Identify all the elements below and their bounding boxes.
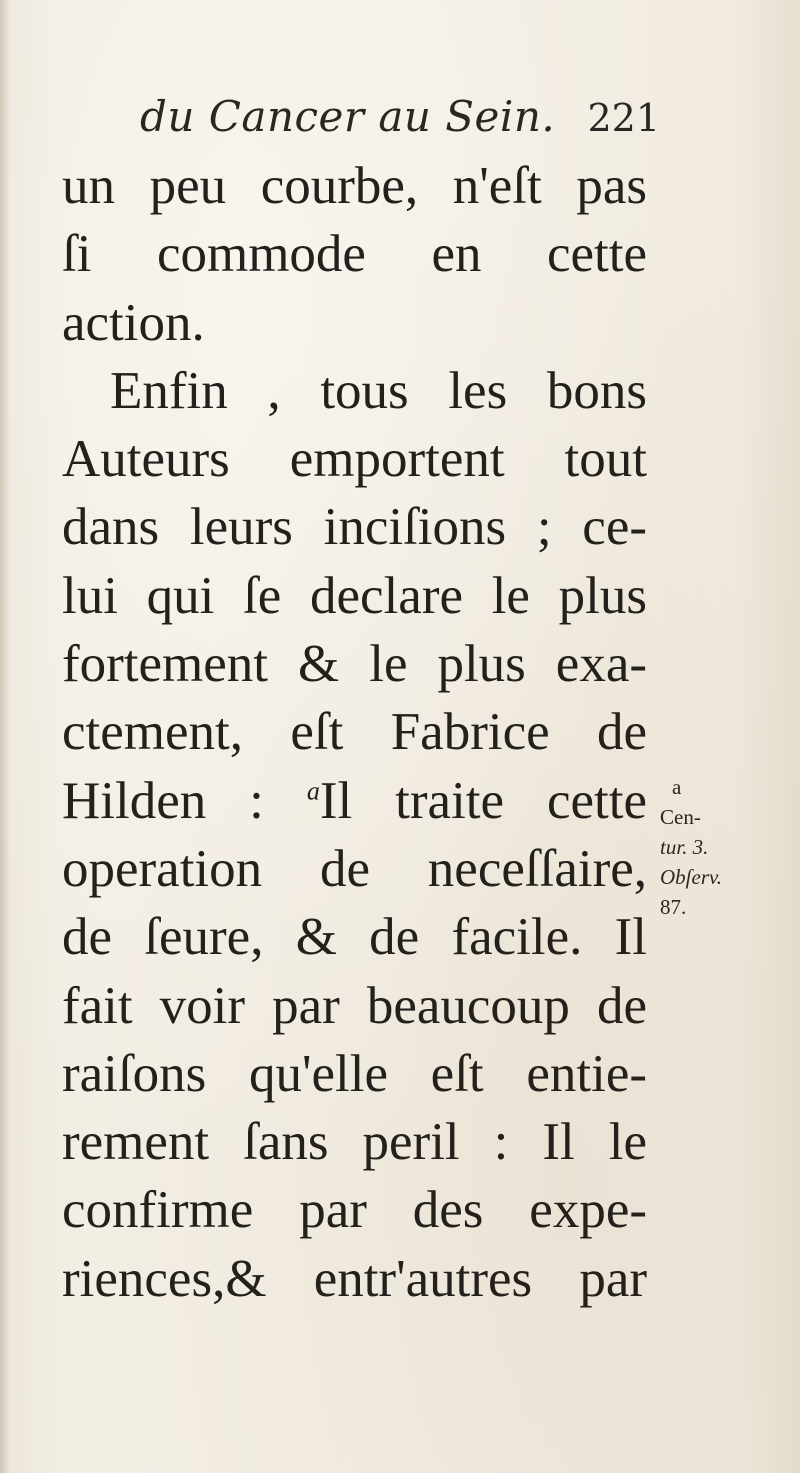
text-line: confirme par des expe- bbox=[62, 1181, 647, 1240]
margin-note-line: tur. 3. bbox=[660, 835, 709, 859]
margin-note-line: 87. bbox=[660, 895, 687, 919]
margin-note bbox=[660, 772, 770, 922]
margin-note-line: Obſerv. bbox=[660, 865, 723, 889]
text-line: rement ſans peril : Il le bbox=[62, 1113, 647, 1172]
footnote-reference: a bbox=[306, 776, 320, 806]
running-title: du Cancer au Sein. bbox=[140, 92, 556, 141]
text-segment: Hilden : bbox=[62, 771, 264, 830]
text-line: Auteurs emportent tout bbox=[62, 430, 647, 489]
page-number: 221 bbox=[587, 96, 660, 140]
text-line: ctement, eſt Fabrice de bbox=[62, 703, 647, 762]
page-header bbox=[140, 92, 660, 152]
page-edge-shadow bbox=[0, 0, 10, 1473]
text-line: ſi commode en cette bbox=[62, 225, 647, 284]
text-line: action. bbox=[62, 293, 205, 352]
text-line: fait voir par beaucoup de bbox=[62, 976, 647, 1035]
text-line: riences,& entr'autres par bbox=[62, 1249, 647, 1308]
text-line: un peu courbe, n'eſt pas bbox=[62, 157, 647, 215]
text-line: fortement & le plus exa- bbox=[62, 635, 647, 694]
text-line-with-note bbox=[62, 767, 647, 835]
margin-note-line: Cen- bbox=[660, 805, 701, 829]
body-text bbox=[62, 152, 647, 1313]
text-line: de ſeure, & de facile. Il bbox=[62, 908, 647, 967]
text-line: operation de neceſſaire, bbox=[62, 839, 647, 898]
text-line: dans leurs inciſions ; ce- bbox=[62, 498, 647, 557]
margin-note-letter: a bbox=[672, 775, 682, 799]
text-line: raiſons qu'elle eſt entie- bbox=[62, 1044, 647, 1103]
text-line: Enfin , tous les bons bbox=[110, 361, 647, 420]
text-line: lui qui ſe declare le plus bbox=[62, 566, 647, 625]
text-segment: Il traite cette bbox=[319, 771, 647, 830]
